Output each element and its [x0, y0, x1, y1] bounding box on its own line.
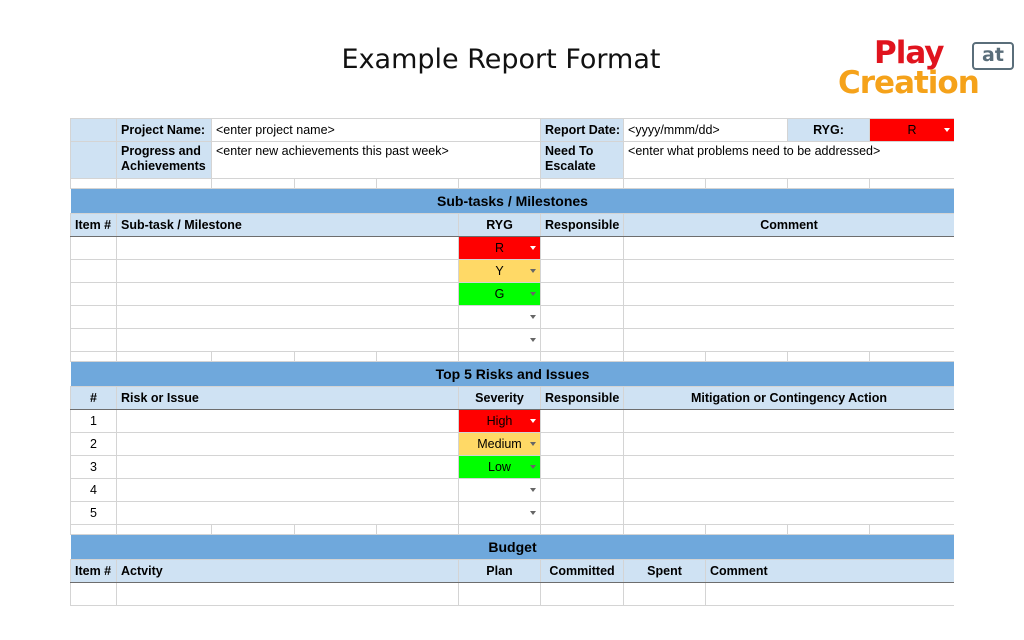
risk-row — [71, 502, 955, 525]
report-table — [70, 118, 954, 606]
dropdown-arrow-icon — [530, 465, 536, 469]
risk-number-cell[interactable]: 4 — [71, 479, 117, 502]
subtask-comment-cell[interactable] — [624, 329, 954, 352]
risk-severity-dropdown[interactable] — [459, 456, 541, 479]
logo-at-badge: at — [972, 42, 1014, 70]
subtasks-section-title: Sub-tasks / Milestones — [71, 189, 955, 214]
dropdown-arrow-icon — [530, 442, 536, 446]
subtask-ryg-dropdown[interactable] — [459, 283, 541, 306]
subtasks-col-responsible: Responsible — [541, 214, 624, 237]
subtask-ryg-dropdown[interactable] — [459, 329, 541, 352]
risk-mitigation-cell[interactable] — [624, 410, 954, 433]
subtask-responsible-cell[interactable] — [541, 260, 624, 283]
budget-committed-cell[interactable] — [541, 583, 624, 606]
risk-responsible-cell[interactable] — [541, 410, 624, 433]
escalate-label: Need To Escalate — [541, 142, 624, 179]
risk-description-cell[interactable] — [117, 410, 459, 433]
subtask-item-cell[interactable] — [71, 283, 117, 306]
subtasks-col-ryg: RYG — [459, 214, 541, 237]
budget-col-plan: Plan — [459, 560, 541, 583]
subtask-responsible-cell[interactable] — [541, 329, 624, 352]
risks-col-severity: Severity — [459, 387, 541, 410]
risk-mitigation-cell[interactable] — [624, 433, 954, 456]
dropdown-arrow-icon — [530, 338, 536, 342]
risk-severity-dropdown[interactable] — [459, 410, 541, 433]
risk-severity-dropdown[interactable] — [459, 433, 541, 456]
risk-severity-dropdown[interactable] — [459, 479, 541, 502]
risk-severity-value: Medium — [477, 437, 522, 451]
budget-col-committed: Committed — [541, 560, 624, 583]
risk-mitigation-cell[interactable] — [624, 456, 954, 479]
risk-description-cell[interactable] — [117, 502, 459, 525]
dropdown-arrow-icon — [530, 511, 536, 515]
budget-item-cell[interactable] — [71, 583, 117, 606]
subtask-comment-cell[interactable] — [624, 306, 954, 329]
dropdown-arrow-icon — [530, 246, 536, 250]
risk-number-cell[interactable]: 3 — [71, 456, 117, 479]
subtask-comment-cell[interactable] — [624, 283, 954, 306]
budget-col-item: Item # — [71, 560, 117, 583]
progress-field[interactable]: <enter new achievements this past week> — [212, 142, 541, 179]
subtasks-col-milestone: Sub-task / Milestone — [117, 214, 459, 237]
subtask-responsible-cell[interactable] — [541, 237, 624, 260]
report-date-field[interactable]: <yyyy/mmm/dd> — [624, 119, 788, 142]
risk-number-cell[interactable]: 2 — [71, 433, 117, 456]
risk-responsible-cell[interactable] — [541, 479, 624, 502]
row-header-cell — [71, 142, 117, 179]
page-title: Example Report Format — [341, 44, 661, 75]
dropdown-arrow-icon — [530, 488, 536, 492]
risk-mitigation-cell[interactable] — [624, 502, 954, 525]
logo-creation-text: Creation — [838, 65, 979, 101]
ryg-label: RYG: — [788, 119, 870, 142]
risk-row — [71, 479, 955, 502]
dropdown-arrow-icon — [530, 315, 536, 319]
risk-row — [71, 433, 955, 456]
budget-plan-cell[interactable] — [459, 583, 541, 606]
risks-col-mitigation: Mitigation or Contingency Action — [624, 387, 954, 410]
subtask-ryg-dropdown[interactable] — [459, 306, 541, 329]
risk-responsible-cell[interactable] — [541, 433, 624, 456]
subtask-item-cell[interactable] — [71, 260, 117, 283]
risk-responsible-cell[interactable] — [541, 502, 624, 525]
subtask-item-cell[interactable] — [71, 306, 117, 329]
budget-col-comment: Comment — [706, 560, 954, 583]
subtask-row — [71, 237, 955, 260]
risk-severity-value: High — [486, 414, 513, 428]
dropdown-arrow-icon — [530, 269, 536, 273]
risks-col-risk: Risk or Issue — [117, 387, 459, 410]
subtask-row — [71, 283, 955, 306]
project-name-label: Project Name: — [117, 119, 212, 142]
subtask-ryg-dropdown[interactable] — [459, 237, 541, 260]
budget-comment-cell[interactable] — [706, 583, 954, 606]
subtask-item-cell[interactable] — [71, 237, 117, 260]
subtask-row — [71, 329, 955, 352]
subtask-responsible-cell[interactable] — [541, 283, 624, 306]
risk-row — [71, 410, 955, 433]
risk-description-cell[interactable] — [117, 479, 459, 502]
risk-description-cell[interactable] — [117, 456, 459, 479]
subtask-item-cell[interactable] — [71, 329, 117, 352]
risk-row — [71, 456, 955, 479]
budget-section-title: Budget — [71, 535, 955, 560]
risk-mitigation-cell[interactable] — [624, 479, 954, 502]
ryg-status-dropdown[interactable] — [870, 119, 954, 142]
ryg-status-value: R — [907, 123, 917, 137]
subtasks-col-comment: Comment — [624, 214, 954, 237]
budget-activity-cell[interactable] — [117, 583, 459, 606]
subtask-milestone-cell[interactable] — [117, 237, 459, 260]
subtask-ryg-value: G — [494, 287, 505, 301]
budget-row — [71, 583, 955, 606]
subtask-responsible-cell[interactable] — [541, 306, 624, 329]
budget-spent-cell[interactable] — [624, 583, 706, 606]
risks-col-responsible: Responsible — [541, 387, 624, 410]
row-header-cell — [71, 119, 117, 142]
subtask-milestone-cell[interactable] — [117, 329, 459, 352]
subtasks-col-item: Item # — [71, 214, 117, 237]
risks-section-title: Top 5 Risks and Issues — [71, 362, 955, 387]
progress-label: Progress and Achievements — [117, 142, 212, 179]
play-at-creation-logo — [838, 36, 1014, 102]
budget-col-spent: Spent — [624, 560, 706, 583]
report-date-label: Report Date: — [541, 119, 624, 142]
subtask-row — [71, 306, 955, 329]
subtask-comment-cell[interactable] — [624, 260, 954, 283]
subtask-milestone-cell[interactable] — [117, 306, 459, 329]
dropdown-arrow-icon — [530, 419, 536, 423]
budget-col-activity: Actvity — [117, 560, 459, 583]
risks-col-number: # — [71, 387, 117, 410]
risk-severity-value: Low — [488, 460, 511, 474]
dropdown-arrow-icon — [944, 128, 950, 132]
subtask-ryg-value: Y — [495, 264, 504, 278]
risk-number-cell[interactable]: 1 — [71, 410, 117, 433]
risk-description-cell[interactable] — [117, 433, 459, 456]
dropdown-arrow-icon — [530, 292, 536, 296]
risk-severity-dropdown[interactable] — [459, 502, 541, 525]
subtask-ryg-dropdown[interactable] — [459, 260, 541, 283]
report-sheet — [70, 118, 954, 608]
subtask-comment-cell[interactable] — [624, 237, 954, 260]
subtask-row — [71, 260, 955, 283]
project-name-field[interactable]: <enter project name> — [212, 119, 541, 142]
risk-responsible-cell[interactable] — [541, 456, 624, 479]
subtask-milestone-cell[interactable] — [117, 283, 459, 306]
logo-play-text: Play — [874, 35, 944, 71]
subtask-ryg-value: R — [494, 241, 505, 255]
risk-number-cell[interactable]: 5 — [71, 502, 117, 525]
subtask-milestone-cell[interactable] — [117, 260, 459, 283]
escalate-field[interactable]: <enter what problems need to be addressed> — [624, 142, 954, 179]
